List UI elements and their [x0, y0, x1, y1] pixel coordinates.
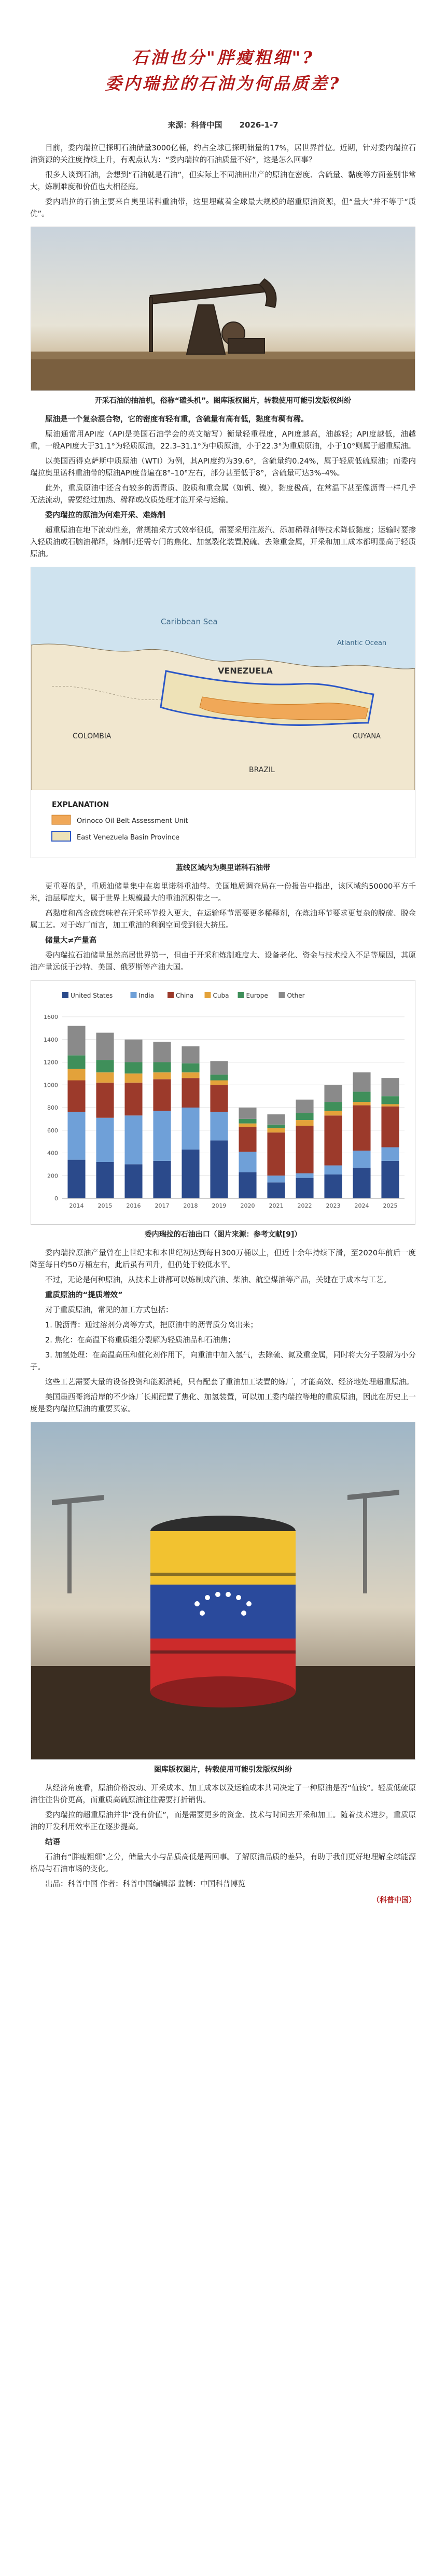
y-tick-label: 400: [47, 1150, 58, 1157]
bar-segment: [210, 1085, 228, 1112]
bar-segment: [124, 1073, 142, 1083]
legend-swatch-orinoco: [52, 815, 71, 824]
x-tick-label: 2016: [126, 1202, 141, 1209]
bar-segment: [353, 1072, 370, 1091]
paragraph: 更重要的是，重质油储量集中在奥里诺科重油带。美国地质调查局在一份报告中指出，该区域约50000平方千米，油层厚度大，属于世界上规模最大的重油沉积带之一。: [30, 883, 416, 903]
legend-swatch-basin: [52, 832, 71, 841]
paragraph: 从经济角度看，原油价格波动、开采成本、加工成本以及运输成本共同决定了一种原油是否“值钱”。轻质低硫原油往往售价更高，而重质高硫原油往往需要打折销售。: [30, 1784, 416, 1804]
bar-segment: [381, 1147, 399, 1161]
bar-segment: [210, 1140, 228, 1198]
legend-swatch: [62, 992, 68, 998]
bar-segment: [353, 1105, 370, 1151]
bar-segment: [353, 1151, 370, 1168]
bar-segment: [96, 1083, 114, 1118]
section-heading: 结语: [45, 1838, 60, 1846]
paragraph: 此外，重质原油中还含有较多的沥青质、胶质和重金属（如钒、镍），黏度极高，在常温下甚至像沥青一样几乎无法流动，需要经过加热、稀释或改质处理才能开采与运输。: [30, 484, 416, 505]
bar-segment: [353, 1091, 370, 1102]
bar-segment: [124, 1040, 142, 1062]
bar-segment: [67, 1160, 85, 1198]
paragraph: 委内瑞拉原油产量曾在上世纪末和本世纪初达到每日300万桶以上，但近十余年持续下滑，至2020年前后一度降至每日约50万桶左右，此后虽有回升，但仍处于较低水平。: [30, 1249, 416, 1269]
paragraph: 石油有“胖瘦粗细”之分，储量大小与品质高低是两回事。了解原油品质的差异，有助于我们更好地理解全球能源格局与石油市场的变化。: [30, 1853, 416, 1873]
paragraph: 不过，无论是何种原油，从技术上讲都可以炼制成汽油、柴油、航空煤油等产品，关键在于成本与工艺。: [45, 1276, 391, 1284]
paragraph: 2. 焦化：在高温下将重质组分裂解为轻质油品和石油焦；: [45, 1336, 235, 1345]
bar-segment: [296, 1113, 313, 1120]
section-heading: 委内瑞拉的原油为何难开采、难炼制: [45, 511, 165, 520]
bar-segment: [67, 1026, 85, 1056]
bar-segment: [381, 1096, 399, 1104]
map-legend-item: Orinoco Oil Belt Assessment Unit: [77, 817, 188, 825]
chart-canvas: [31, 981, 415, 1224]
x-tick-label: 2014: [69, 1202, 84, 1209]
bar-segment: [124, 1062, 142, 1074]
y-tick-label: 1200: [44, 1059, 58, 1066]
y-tick-label: 1400: [44, 1036, 58, 1043]
legend-swatch: [238, 992, 244, 998]
legend-swatch: [205, 992, 211, 998]
bar-segment: [153, 1111, 171, 1161]
oil-barrel-photo: [31, 1422, 415, 1760]
barrel: [150, 1516, 296, 1707]
map-label: Atlantic Ocean: [337, 639, 387, 647]
x-tick-label: 2015: [97, 1202, 113, 1209]
map-label: VENEZUELA: [218, 666, 273, 676]
bar-segment: [182, 1150, 199, 1198]
bar-segment: [96, 1033, 114, 1060]
title-block: [0, 0, 446, 130]
byline-source: 来源：科普中国: [168, 120, 222, 130]
y-tick-label: 600: [47, 1127, 58, 1134]
y-tick-label: 200: [47, 1172, 58, 1180]
section-heading: 储量大≠产量高: [45, 936, 97, 945]
bar-segment: [239, 1124, 256, 1127]
paragraph: 3. 加氢处理：在高温高压和催化剂作用下，向重油中加入氢气，去除硫、氮及重金属，同时将大分子裂解为小分子。: [30, 1351, 416, 1371]
byline: [0, 119, 446, 130]
section-heading: 重质原油的“提质增效”: [45, 1291, 123, 1299]
y-tick-label: 0: [54, 1195, 58, 1202]
bar-segment: [353, 1168, 370, 1198]
byline-date: 2026-1-7: [239, 120, 278, 130]
bar-segment: [296, 1126, 313, 1173]
bar-segment: [324, 1102, 342, 1111]
bar-segment: [239, 1119, 256, 1124]
bar-segment: [182, 1078, 199, 1108]
bar-segment: [210, 1112, 228, 1141]
map-illustration: [31, 567, 415, 858]
legend-swatch: [131, 992, 137, 998]
paragraph: 委内瑞拉的超重原油并非“没有价值”，而是需要更多的资金、技术与时间去开采和加工。随着技术进步，重质原油的开发利用效率正在逐步提高。: [30, 1811, 416, 1831]
bar-segment: [324, 1174, 342, 1198]
section-heading: 原油是一个复杂混合物，它的密度有轻有重，含硫量有高有低，黏度有稠有稀。: [45, 415, 309, 424]
figure-caption: 蓝线区域内为奥里诺科石油带: [176, 864, 270, 872]
article-body: [0, 143, 446, 1891]
article-title-line2: 委内瑞拉的石油为何品质差?: [105, 74, 341, 93]
barrel-illustration: [31, 1422, 415, 1759]
legend-swatch: [279, 992, 285, 998]
paragraph: 委内瑞拉的石油主要来自奥里诺科重油带，这里埋藏着全球最大规模的超重原油资源，但“量大”并不等于“质优”。: [30, 198, 416, 218]
bar-segment: [182, 1046, 199, 1063]
bar-segment: [182, 1108, 199, 1150]
bar-segment: [210, 1075, 228, 1081]
x-tick-label: 2017: [155, 1202, 170, 1209]
pumpjack-illustration: [31, 227, 415, 390]
bar-segment: [267, 1175, 285, 1182]
y-tick-label: 800: [47, 1104, 58, 1111]
bar-segment: [324, 1111, 342, 1116]
bar-segment: [153, 1072, 171, 1079]
paragraph: 以美国西得克萨斯中质原油（WTI）为例，其API度约为39.6°，含硫量约0.24%，属于轻质低硫原油；而委内瑞拉奥里诺科重油带的原油API度普遍在8°–10°左右，部分甚至低于8°，含硫量可达3%–4%。: [30, 457, 416, 478]
legend-swatch: [168, 992, 174, 998]
figure-caption: 开采石油的抽油机，俗称“磕头机”。图库版权图片，转载使用可能引发版权纠纷: [94, 397, 352, 405]
x-tick-label: 2019: [212, 1202, 227, 1209]
bar-segment: [153, 1062, 171, 1073]
x-tick-label: 2022: [297, 1202, 312, 1209]
figure-caption: 图库版权图片，转载使用可能引发版权纠纷: [154, 1766, 292, 1774]
bar-segment: [267, 1125, 285, 1128]
paragraph: 美国墨西哥湾沿岸的不少炼厂长期配置了焦化、加氢装置，可以加工委内瑞拉等地的重质原油，因此在历史上一度是委内瑞拉原油的重要买家。: [30, 1393, 416, 1413]
bar-segment: [239, 1172, 256, 1198]
legend-label: China: [176, 992, 194, 999]
bar-segment: [296, 1120, 313, 1126]
paragraph: 高黏度和高含硫意味着在开采环节投入更大，在运输环节需要更多稀释剂，在炼油环节要求更复杂的脱硫、脱金属工艺。对于炼厂而言，加工重油的利润空间受到很大挤压。: [30, 909, 416, 930]
bar-segment: [153, 1042, 171, 1062]
x-tick-label: 2021: [269, 1202, 284, 1209]
article-title-line1: 石油也分"胖瘦粗细"?: [131, 48, 315, 67]
bar-segment: [239, 1127, 256, 1152]
paragraph: 出品：科普中国 作者：科普中国编辑部 监制：中国科普博览: [45, 1880, 246, 1888]
pumpjack-photo: [31, 227, 415, 391]
paragraph: 对于重质原油，常见的加工方式包括：: [45, 1306, 173, 1314]
export-chart: [31, 980, 415, 1225]
map-label: GUYANA: [353, 733, 381, 740]
bar-segment: [67, 1055, 85, 1069]
map-label: COLOMBIA: [73, 732, 112, 740]
x-tick-label: 2018: [183, 1202, 198, 1209]
legend-label: Cuba: [213, 992, 229, 999]
bar-segment: [296, 1173, 313, 1178]
paragraph: 很多人谈到石油，会想到“石油就是石油”，但实际上不同油田出产的原油在密度、含硫量、黏度等方面差别非常大，炼制难度和价值也大相径庭。: [30, 171, 416, 191]
bar-segment: [267, 1182, 285, 1198]
bar-segment: [67, 1081, 85, 1112]
x-tick-label: 2020: [240, 1202, 255, 1209]
bar-segment: [267, 1132, 285, 1175]
x-tick-label: 2023: [326, 1202, 341, 1209]
bar-segment: [239, 1108, 256, 1119]
figure-caption: 委内瑞拉的石油出口（图片来源：参考文献[9]）: [144, 1230, 302, 1239]
bar-segment: [182, 1072, 199, 1078]
paragraph: 超重原油在地下流动性差，常规抽采方式效率很低，需要采用注蒸汽、添加稀释剂等技术降低黏度；运输时要掺入轻质油或石脑油稀释，炼制时还需专门的焦化、加氢裂化装置脱硫、去除重金属，开采和加工成本都明显高于轻质原油。: [30, 526, 416, 558]
map-legend-title: EXPLANATION: [52, 801, 109, 809]
paragraph: 1. 脱沥青：通过溶剂分离等方式，把原油中的沥青质分离出来；: [45, 1321, 258, 1329]
paragraph: 原油通常用API度（API是美国石油学会的英文缩写）衡量轻重程度，API度越高，油越轻；API度越低，油越重，一般API度大于31.1°为轻质原油，22.3–31.1°为中质原油，小于22.3°为重质原油，小于10°则属于超重原油。: [30, 430, 416, 451]
bar-segment: [96, 1072, 114, 1083]
bar-segment: [381, 1078, 399, 1096]
bar-segment: [153, 1079, 171, 1111]
paragraph: 这些工艺需要大量的设备投资和能源消耗，只有配套了重油加工装置的炼厂，才能高效、经济地处理超重原油。: [45, 1378, 414, 1387]
bar-segment: [67, 1112, 85, 1160]
bar-segment: [381, 1104, 399, 1106]
bar-segment: [67, 1069, 85, 1081]
bar-segment: [182, 1063, 199, 1073]
bar-segment: [324, 1085, 342, 1102]
bar-segment: [296, 1178, 313, 1198]
orinoco-map: [31, 567, 415, 858]
bar-segment: [296, 1100, 313, 1113]
bar-segment: [153, 1161, 171, 1198]
bar-segment: [124, 1164, 142, 1198]
paragraph: 委内瑞拉石油储量虽然高居世界第一，但由于开采和炼制难度大、设备老化、资金与技术投入不足等原因，其原油产量远低于沙特、美国、俄罗斯等产油大国。: [30, 951, 416, 972]
map-label: Caribbean Sea: [161, 617, 218, 626]
map-label: BRAZIL: [249, 766, 275, 774]
bar-segment: [267, 1114, 285, 1125]
y-tick-label: 1600: [44, 1014, 58, 1020]
legend-label: Other: [287, 992, 305, 999]
bar-segment: [324, 1166, 342, 1175]
bar-segment: [124, 1115, 142, 1164]
bar-segment: [324, 1115, 342, 1165]
legend-label: Europe: [246, 992, 268, 999]
bar-segment: [381, 1161, 399, 1198]
paragraph: 目前，委内瑞拉已探明石油储量3000亿桶，约占全球已探明储量的17%，居世界首位。近期，针对委内瑞拉石油资源的关注度持续上升，有观点认为：“委内瑞拉的石油质量不好”，这是怎么回事？: [30, 144, 416, 164]
bar-segment: [96, 1060, 114, 1072]
bar-segment: [210, 1081, 228, 1085]
map-legend-item: East Venezuela Basin Province: [77, 834, 180, 842]
bar-segment: [267, 1128, 285, 1132]
legend-label: United States: [71, 992, 113, 999]
x-tick-label: 2024: [354, 1202, 369, 1209]
bar-segment: [353, 1102, 370, 1105]
bar-segment: [96, 1118, 114, 1162]
bar-segment: [381, 1107, 399, 1147]
end-tag: （科普中国）: [372, 1896, 416, 1905]
bar-segment: [210, 1061, 228, 1074]
y-tick-label: 1000: [44, 1082, 58, 1089]
bar-segment: [96, 1162, 114, 1198]
bar-segment: [239, 1152, 256, 1172]
legend-label: India: [138, 992, 154, 999]
x-tick-label: 2025: [383, 1202, 398, 1209]
bar-segment: [124, 1083, 142, 1115]
